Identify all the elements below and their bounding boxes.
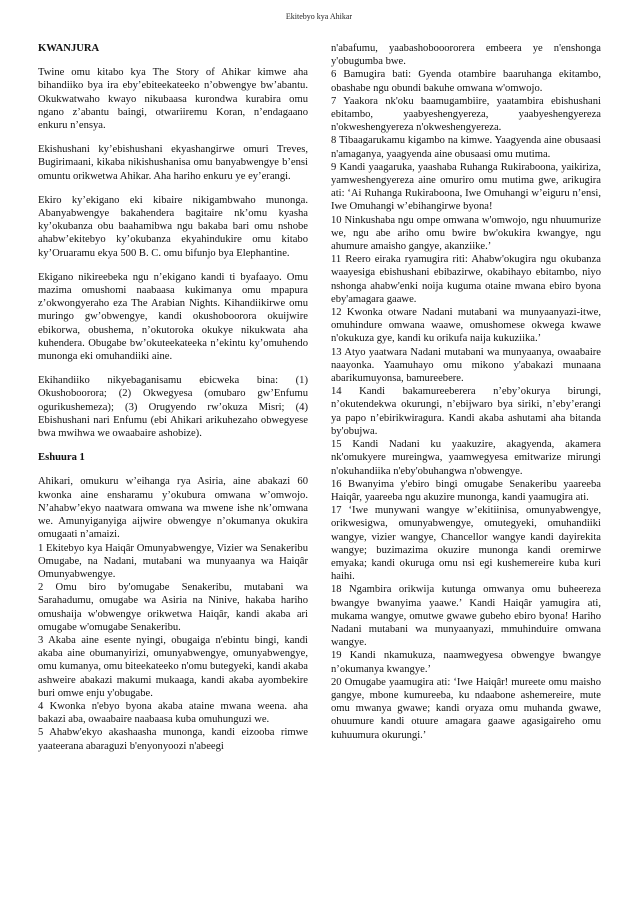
chapter-heading: Eshuura 1 <box>38 452 85 464</box>
intro-heading: KWANJURA <box>38 43 100 54</box>
verse: 6 Bamugira bati: Gyenda otambire baaruhanga ekitambo, obashabe ngu obundi bakuhe omwana w'omwojo. <box>331 69 601 94</box>
verse: 9 Kandi yaagaruka, yaashaba Ruhanga Rukiraboona, yaikiriza, yamweshengyereza aine omuriro omu mutima gwe, arikugira ati: ‘Ai Ruhanga Rukiraboona, Iwe Omuhangi w’eiguru n’ensi, Iwe Omuhangi w’ebihangirwe byona! <box>331 161 601 213</box>
verse: 14 Kandi bakamureeberera n’eby’okurya birungi, n’okutendekwa okurungi, n’ebijwaro bya siriki, n’eby’erangi ya papo n’ebirikwiragura. Kandi akaba ashutami aha bitanda by'obujwa. <box>331 386 601 437</box>
intro-paragraph: Ekiro ky’ekigano eki kibaire nikigambwaho munonga. Abanyabwengye bakahendera bagitaire nk’omu kyasha ky’okubanza obu baahamibwa ngu bakaba bari omu nshobe ahabw’ekitebyo ky’okubanza ekyahindukire omu kitabo ky’Oruaramu ekya 500 B. C. omu bifunjo bya Elephantine. <box>38 194 308 259</box>
verse: 5 Ahabw'ekyo akashaasha munonga, kandi eizooba rimwe yaateerana abaraguzi b'enyonyoozi n'abeegi <box>38 727 308 752</box>
verse: 17 ‘Iwe munywani wangye w’ekitiinisa, omunyabwengye, orikwesigwa, omunyabwengye, omutegyeki, omuhandiiki wangye, vizier wangye, Chancellor wangye kandi dayirekita wangye; buzimazima okuzire munonga kandi oremirwe emyaka; kandi okuruga omu nsi egi kushemereire kuba kuri haihi. <box>331 505 601 583</box>
verse: 11 Reero eiraka ryamugira riti: Ahabw'okugira ngu okubanza waayesiga ebishushani ebibazirwe, okabihayo ebitambo, niyo nshonga ahabw'enki noija kuguma otaine mwana ebiro byona eby'amagara gaawe. <box>331 254 601 305</box>
verse: 19 Kandi nkamukuza, naamwegyesa obwengye bwangye n’okumanya kwangye.’ <box>331 650 601 675</box>
verse: 8 Tibaagarukamu kigambo na kimwe. Yaagyenda aine obusaasi n'amaganya, yaagyenda aine obusaasi omu mutima. <box>331 135 601 160</box>
left-column <box>38 42 308 753</box>
intro-paragraph: Ekigano nikireebeka ngu n’ekigano kandi ti byafaayo. Omu mazima omushomi naabaasa kukimanya omu mpapura z’okwongyeraho eza The Arabian Nights. Kihandiikirwe omu muringo gw’obwengye, kandi okushoboorora okuijwire ebikorwa, obushema, n’okutoroka okukye nikukwata aha kuhendera. Obugabe bw’okuteekateeka n’ekintu ky’omuhendo munonga eki omuhandiiki aine. <box>38 271 308 363</box>
verse: 3 Akaba aine esente nyingi, obugaiga n'ebintu bingi, kandi akaba aine obumanyirizi, omunyabwengye, omunyabwengye, omu kumanya, omu biteekateeko n'omu butegyeki, kandi akaba ashweire abakazi makumi mukaaga, kandi akaba ayombekire buri omwe enju y'obugabe. <box>38 634 308 699</box>
running-header: Ekitebyo kya Ahikar <box>285 12 353 21</box>
chapter-opening: Ahikari, omukuru w’eihanga rya Asiria, aine abakazi 60 kwonka aine ensharamu y’okubura omwana w’omwojo. N’ahabw’ekyo naatwara omwana wa mwene ishe nk’omwana we. Amunyiganyiga aijwire obwengye n’okumanya okukira omugaati n’amaizi. <box>38 476 308 541</box>
intro-paragraph: Twine omu kitabo kya The Story of Ahikar kimwe aha bihandiiko bya ira eby’ebiteekateeko n’obwengye bw’abantu. Okukwatwaho kwayo nikubaasa kurondwa kurabira omu ngano z’abantu baingi, otwariiremu Koran, n’endagaano enkuru n’ensya. <box>38 67 308 132</box>
verse: 10 Ninkushaba ngu ompe omwana w'omwojo, ngu nhuumurize we, ngu abe ariho omu bwire bw'okukira kwangye, ngu ahumure amaisho gangye, akanziike.’ <box>331 214 601 253</box>
verse: 15 Kandi Nadani ku yaakuzire, akagyenda, akamera nk'omukyere mureingwa, yaamwegyesa emitwarize mirungi n'okuhandiika n'eby'obuhangwa n'obwengye. <box>331 439 601 477</box>
verse: 18 Ngambira orikwija kutunga omwanya omu buheereza bwangye bwanyima yaawe.’ Kandi Haiqâr yamugira ati, mukama wangye, omutwe gwawe gubeho ebiro byona! Hariho Nadani mutabani wa munyaanyazi, mmuhinduire omwana wangye. <box>331 584 601 649</box>
verse: 4 Kwonka n'ebyo byona akaba ataine mwana weena. aha bakazi aba, owaabaire naabaasa kuba omuhunguzi we. <box>38 700 308 726</box>
verse: 7 Yaakora nk'oku baamugambiire, yaatambira ebishushani ebitambo, yaabyeshengyereza, yaabyeshengyereza n'okweshengyereza n'okweshengyereza. <box>331 95 601 134</box>
verse: 2 Omu biro by'omugabe Senakeribu, mutabani wa Sarahadumu, omugabe wa Asiria na Ninive, hakaba hariho omushaija w'obwengye orikwetwa Haiqâr, kandi akaba ari omugabe w'omugabe Senakeribu. <box>38 582 308 633</box>
verse: 16 Bwanyima y'ebiro bingi omugabe Senakeribu yaareeba Haiqâr, yaareeba ngu akuzire munonga, kandi yaamugira ati. <box>331 478 601 503</box>
verse: 12 Kwonka otware Nadani mutabani wa munyaanyazi-itwe, omuhindure omwana waawe, omushomese okwega kwawe n'okukuza gye, kandi ku orikufa naija kukuziika.’ <box>331 307 601 345</box>
right-column <box>331 42 601 742</box>
verse: n'abafumu, yaabashobooororera embeera ye n'enshonga y'obugumba bwe. <box>331 43 601 68</box>
verse: 13 Atyo yaatwara Nadani mutabani wa munyaanya, owaabaire naayonka. Yaamuhayo omu mikono y'abakazi munaana abarikumuyonsa, bamureebere. <box>331 346 601 385</box>
intro-paragraph: Ekihandiiko nikyebaganisamu ebicweka bina: (1) Okushoboorora; (2) Okwegyesa (omubaro gw’Enfumu ogurikushemeza); (3) Orugyendo rw’okuza Misri; (4) Ebishushani nari Enfumu (ebi Ahikari arikuhezaho obwegyese bwa mwihwa we owaabaire ashobize). <box>38 375 308 440</box>
verse: 20 Omugabe yaamugira ati: ‘Iwe Haiqâr! mureete omu maisho gangye, mbone kumureeba, ku ndaabone ashemereire, mute omu mwanya gwawe; kandi oryaza omu muhanda gwawe, ohuumure kandi otuure amagara gaawe agasigaireho omu kuhuumura okurungi.’ <box>331 676 601 741</box>
verse: 1 Ekitebyo kya Haiqâr Omunyabwengye, Vizier wa Senakeribu Omugabe, na Nadani, mutabani wa munyaanya wa Haiqâr Omunyabwengye. <box>38 542 308 580</box>
intro-paragraph: Ekishushani ky’ebishushani ekyashangirwe omuri Treves, Bugirimaani, kikaba nikishushanisa omu banyabwengye b’ensi omuntu orikwetwa Ahikar. Aha hariho enkuru ye ey’erangi. <box>38 144 308 182</box>
